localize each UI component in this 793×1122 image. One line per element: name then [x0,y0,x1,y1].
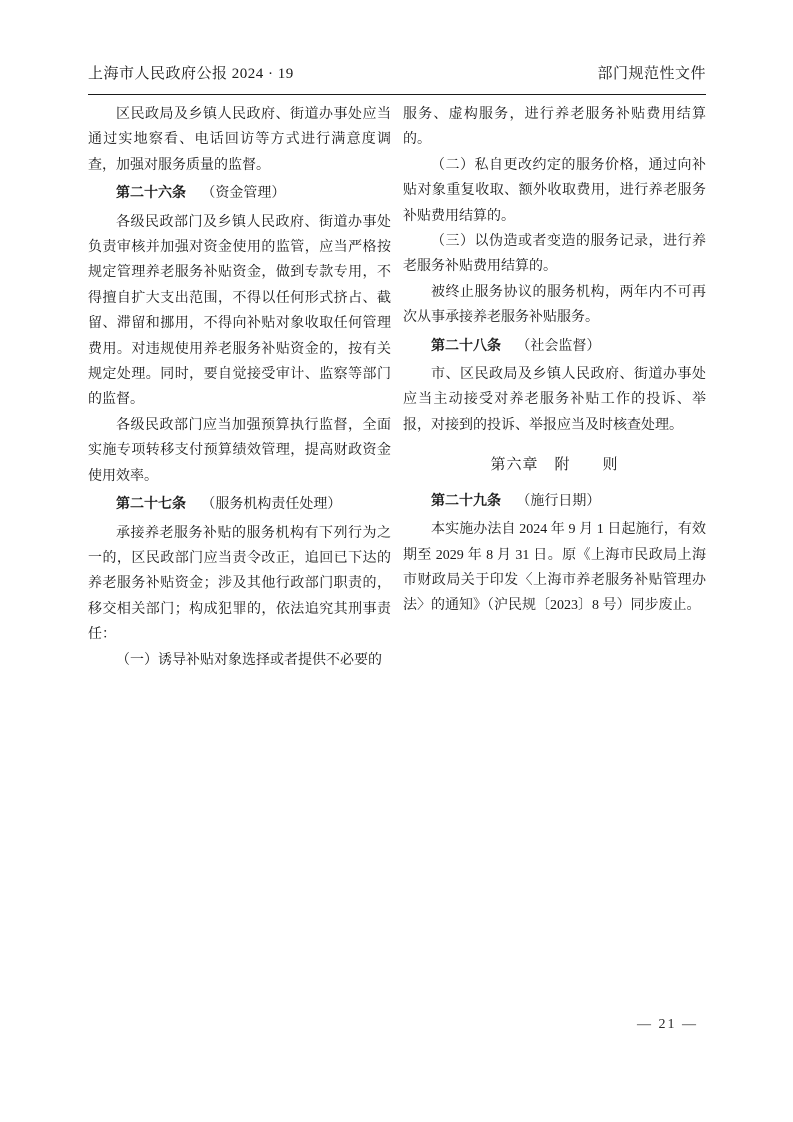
paragraph: （一）诱导补贴对象选择或者提供不必要的 [116,652,382,668]
chapter-heading: 第六章 附 则 [490,457,619,474]
article-number: 第二十九条 [431,493,501,509]
paragraph: 市、区民政局及乡镇人民政府、街道办事处应当主动接受对养老服务补贴工作的投诉、举报，对接到的投诉、举报应当及时核查处理。 [403,367,706,433]
article-heading [88,181,391,206]
page-header [88,62,706,95]
paragraph: （二）私自更改约定的服务价格，通过向补贴对象重复收取、额外收取费用，进行养老服务补贴费用结算的。 [403,157,706,224]
doc-category-label: 部门规范性文件 [597,66,706,82]
article-title: （服务机构责任处理） [201,497,342,513]
paragraph: 本实施办法自 2024 年 9 月 1 日起施行，有效期至 2029 年 8 月 31 日。原《上海市民政局上海市财政局关于印发〈上海市养老服务补贴管理办法〉的通知》（沪民规〔2023〕8 号）同步废止。 [403,522,706,614]
text-columns [88,102,706,673]
page-number: — 21 — [637,1017,698,1032]
article-heading [88,492,391,517]
paragraph-continuation: 服务、虚构服务，进行养老服务补贴费用结算的。 [403,107,706,148]
article-title: （资金管理） [201,186,286,202]
article-number: 第二十七条 [116,497,186,513]
article-heading [403,489,706,514]
article-title: （施行日期） [516,493,601,509]
paragraph: 被终止服务协议的服务机构，两年内不可再次从事承接养老服务补贴服务。 [403,284,706,326]
article-heading [403,334,706,359]
paragraph: 各级民政部门应当加强预算执行监督，全面实施专项转移支付预算绩效管理，提高财政资金使用效率。 [88,417,391,484]
paragraph: （三）以伪造或者变造的服务记录，进行养老服务补贴费用结算的。 [403,234,706,275]
column-left [88,102,391,673]
paragraph: 各级民政部门及乡镇人民政府、街道办事处负责审核并加强对资金使用的监管，应当严格按规定管理养老服务补贴资金，做到专款专用，不得擅自扩大支出范围，不得以任何形式挤占、截留、滞留和挪用，不得向补贴对象收取任何管理费用。对违规使用养老服务补贴资金的，按有关规定处理。同时，要自觉接受审计、监察等部门的监督。 [88,214,391,408]
article-number: 第二十六条 [116,186,186,202]
paragraph: 承接养老服务补贴的服务机构有下列行为之一的，区民政部门应当责令改正，追回已下达的养老服务补贴资金；涉及其他行政部门职责的，移交相关部门；构成犯罪的，依法追究其刑事责任： [88,525,391,643]
paragraph: 区民政局及乡镇人民政府、街道办事处应当通过实地察看、电话回访等方式进行满意度调查，加强对服务质量的监督。 [88,107,391,173]
gazette-title: 上海市人民政府公报 2024 · 19 [88,66,294,82]
article-number: 第二十八条 [431,338,501,354]
article-title: （社会监督） [516,338,601,354]
column-right [403,102,706,673]
